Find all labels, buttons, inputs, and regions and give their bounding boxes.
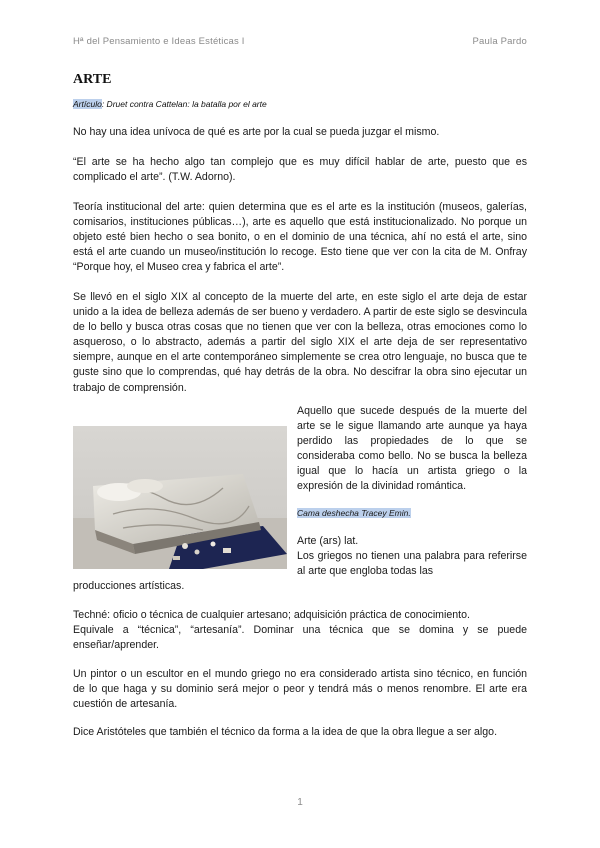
paragraph-6: Arte (ars) lat. Los griegos no tienen una palabra para referirse al arte que engloba todas las [297, 535, 527, 578]
image-caption: Cama deshecha Tracey Emin. [297, 508, 411, 518]
paragraph-1: No hay una idea unívoca de qué es arte por la cual se pueda juzgar el mismo. [73, 126, 440, 138]
paragraph-5: Aquello que sucede después de la muerte del arte se le sigue llamando arte aunque ya haya perdido las propiedades de lo que se consideraba como bello. No se busca la belleza igual que lo hacía un artista griego o la expresión de la divinidad romántica. [297, 405, 527, 493]
page-title: ARTE [73, 72, 112, 87]
paragraph-4: Se llevó en el siglo XIX al concepto de la muerte del arte, en este siglo el arte deja de estar unido a la idea de belleza además de ser bueno y verdadero. A partir de este siglo se desvincula de lo bello y busca otras cosas que no tienen que ver con la belleza, otras emociones como lo asqueroso, o lo abstracto, además a partir del siglo XIX el arte deja de ser representativo siempre, aunque en el arte contemporáneo simplemente se crea otro lenguaje, no busca que te guste sino que lo comprendas, qué hay detrás de la obra. No descifrar la obra sino ejecutar un trabajo de comprensión. [73, 291, 527, 394]
paragraph-2: “El arte se ha hecho algo tan complejo que es muy difícil hablar de arte, puesto que es complicado el arte”. (T.W. Adorno). [73, 156, 527, 184]
page-header [73, 36, 527, 47]
paragraph-3: Teoría institucional del arte: quien determina que es el arte es la institución (museos, galerías, comisarios, instituciones públicas…), arte es aquello que está institucionalizado. No porque un objeto esté bien hecho o sea bonito, o en el dominio de una técnica, ahí no está el arte, sino está el arte cuando un museo/institución lo recoge. Esto tiene que ver con la cita de M. Onfray “Porque hoy, el Museo crea y fabrica el arte”. [73, 201, 527, 274]
unmade-bed-photo [73, 426, 287, 569]
article-reference [73, 99, 267, 109]
header-author: Paula Pardo [472, 36, 527, 47]
paragraph-9: Dice Aristóteles que también el técnico da forma a la idea de que la obra llegue a ser algo. [73, 726, 498, 738]
paragraph-8: Un pintor o un escultor en el mundo griego no era considerado artista sino técnico, en función de lo que haga y su dominio será mejor o peor y tendrá más o menos renombre. El arte era cuestión de artesanía. [73, 668, 527, 711]
header-course-title: Hª del Pensamiento e Ideas Estéticas I [73, 36, 245, 47]
paragraph-6-end: producciones artísticas. [73, 580, 185, 592]
paragraph-7: Techné: oficio o técnica de cualquier artesano; adquisición práctica de conocimiento. Equivale a “técnica”, “artesanía”. Dominar una técnica que se domina y se puede enseñar/aprender. [73, 609, 527, 652]
article-label: Artículo [73, 99, 102, 109]
article-text: : Druet contra Cattelan: la batalla por el arte [101, 99, 267, 109]
page-number: 1 [297, 797, 303, 808]
